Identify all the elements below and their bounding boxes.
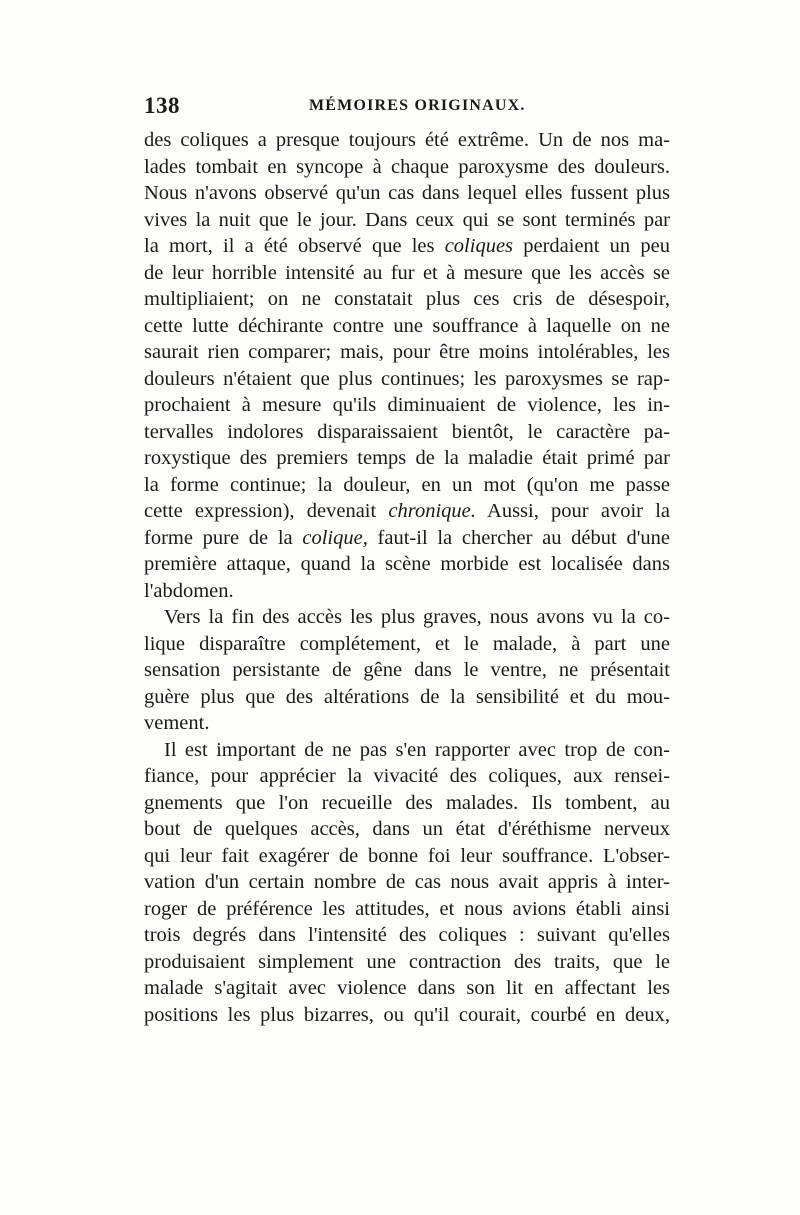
text-line: douleurs n'étaient que plus continues; les paroxysmes se rap- [144,367,670,390]
text-line: cette lutte déchirante contre une souffrance à laquelle on ne [144,314,670,337]
text-line: saurait rien comparer; mais, pour être moins intolérables, les [144,341,670,363]
italic-term: chronique. [388,500,476,522]
italic-term: coliques [444,235,514,257]
text-line: malade s'agitait avec violence dans son lit en affectant les [144,977,670,999]
text-line: trois degrés dans l'intensité des coliques : suivant qu'elles [144,924,670,946]
text-line: l'abdomen. [144,579,234,602]
text-line: Il est important de ne pas s'en rapporter avec trop de con- [164,738,670,761]
text-line: Vers la fin des accès les plus graves, nous avons vu la co- [164,606,670,628]
page-number: 138 [144,93,180,118]
text-line: cette expression), devenait chronique. Aussi, pour avoir la [144,500,670,522]
running-title: MÉMOIRES ORIGINAUX. [309,97,526,114]
text-line: Nous n'avons observé qu'un cas dans lequel elles fussent plus [144,182,670,204]
text-line: vation d'un certain nombre de cas nous avait appris à inter- [144,871,670,893]
text-line: qui leur fait exagérer de bonne foi leur souffrance. L'obser- [144,844,670,867]
text-line: lades tombait en syncope à chaque paroxysme des douleurs. [144,155,670,178]
body-text [144,127,670,1028]
text-line: la mort, il a été observé que les coliques perdaient un peu [144,235,670,257]
text-line: lique disparaître complétement, et le malade, à part une [144,632,670,655]
text-line: multipliaient; on ne constatait plus ces cris de désespoir, [144,288,670,310]
text-line: gnements que l'on recueille des malades. Ils tombent, au [144,791,670,814]
text-line: guère plus que des altérations de la sensibilité et du mou- [144,685,670,708]
text-line: la forme continue; la douleur, en un mot (qu'on me passe [144,473,670,496]
text-line: tervalles indolores disparaissaient bientôt, le caractère pa- [144,420,670,443]
text-line: forme pure de la colique, faut-il la chercher au début d'une [144,526,670,549]
text-line: prochaient à mesure qu'ils diminuaient de violence, les in- [144,394,670,416]
text-line: vement. [144,712,210,734]
text-line: roger de préférence les attitudes, et nous avions établi ainsi [144,897,670,920]
text-line: bout de quelques accès, dans un état d'éréthisme nerveux [144,818,670,840]
text-line: de leur horrible intensité au fur et à mesure que les accès se [144,261,670,284]
text-line: positions les plus bizarres, ou qu'il courait, courbé en deux, [144,1003,670,1026]
text-line: première attaque, quand la scène morbide est localisée dans [144,553,670,575]
text-line: des coliques a presque toujours été extrême. Un de nos ma- [144,129,670,151]
page-header [144,93,668,123]
italic-term: colique, [302,526,368,549]
text-line: produisaient simplement une contraction des traits, que le [144,950,670,973]
text-line: sensation persistante de gêne dans le ventre, ne présentait [144,659,670,681]
text-line: vives la nuit que le jour. Dans ceux qui se sont terminés par [144,208,670,231]
text-line: roxystique des premiers temps de la maladie était primé par [144,447,670,469]
text-line: fiance, pour apprécier la vivacité des coliques, aux rensei- [144,765,670,787]
